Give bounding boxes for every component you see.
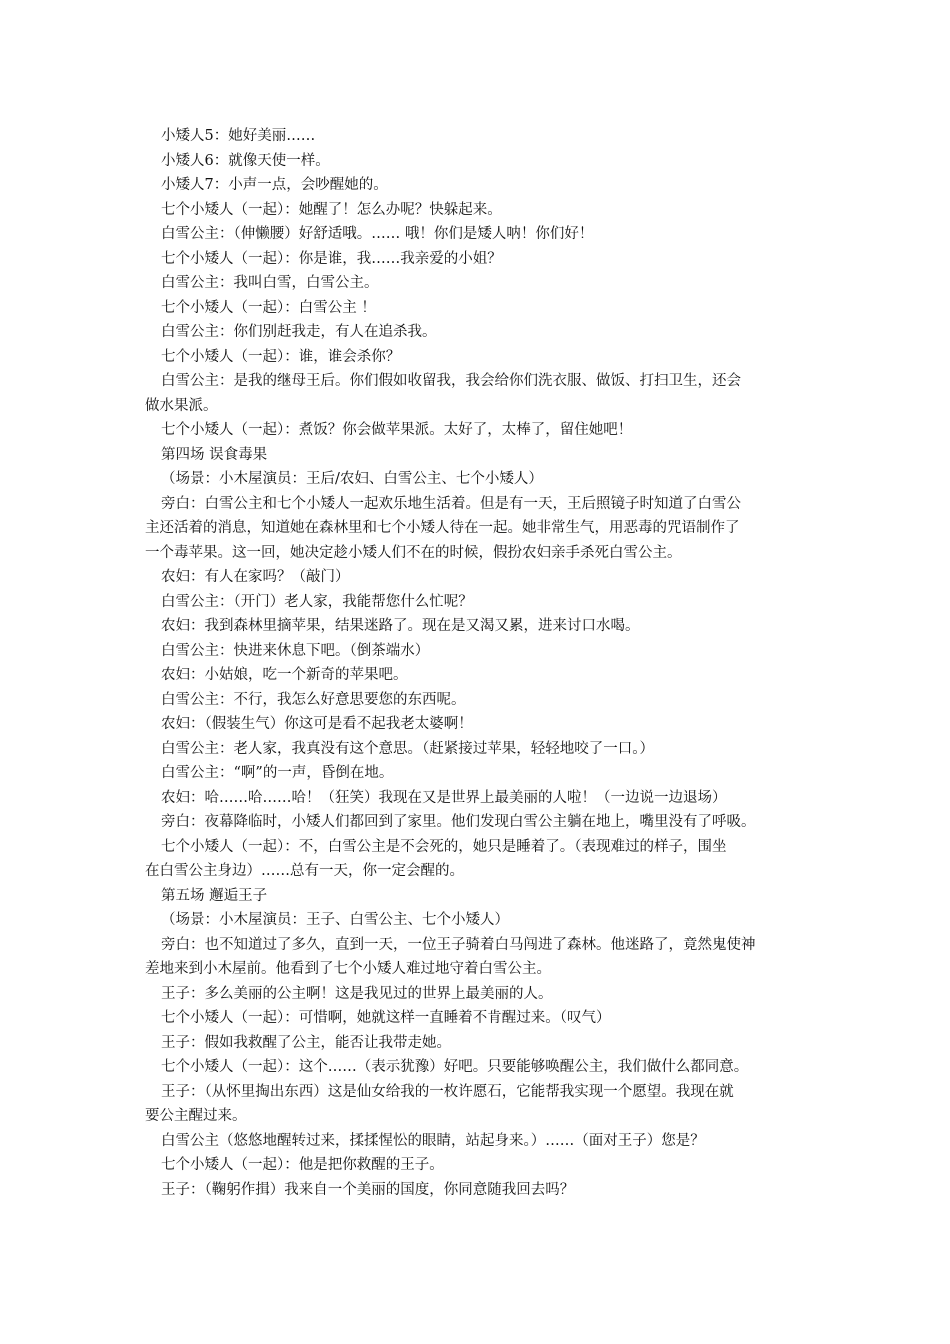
text-line: 在白雪公主身边）……总有一天，你一定会醒的。 xyxy=(145,863,464,879)
text-line: 一个毒苹果。这一回，她决定趁小矮人们不在的时候，假扮农妇亲手杀死白雪公主。 xyxy=(145,544,682,561)
text-line: 白雪公主：你们别赶我走，有人在追杀我。 xyxy=(161,324,437,340)
text-line: （场景：小木屋演员：王后/农妇、白雪公主、七个小矮人） xyxy=(161,471,543,487)
text-line: 七个小矮人（一起）：这个……（表示犹豫）好吧。只要能够唤醒公主，我们做什么都同意。 xyxy=(161,1059,749,1075)
text-line: 差地来到小木屋前。他看到了七个小矮人难过地守着白雪公主。 xyxy=(145,961,551,977)
text-line: 第五场 邂逅王子 xyxy=(161,887,268,904)
text-line: 白雪公主：不行，我怎么好意思要您的东西呢。 xyxy=(161,691,466,708)
text-line: 王子：多么美丽的公主啊！这是我见过的世界上最美丽的人。 xyxy=(161,985,553,1002)
text-line: 王子：假如我救醒了公主，能否让我带走她。 xyxy=(161,1034,451,1051)
text-line: 七个小矮人（一起）：白雪公主 ！ xyxy=(161,299,376,316)
text-line: 白雪公主：是我的继母王后。你们假如收留我，我会给你们洗衣服、做饭、打扫卫生，还会 xyxy=(161,373,741,389)
text-line: 农妇：我到森林里摘苹果，结果迷路了。现在是又渴又累，进来讨口水喝。 xyxy=(161,618,640,634)
text-line: 七个小矮人（一起）：不，白雪公主是不会死的，她只是睡着了。（表现难过的样子，围坐 xyxy=(161,838,727,855)
text-line: 要公主醒过来。 xyxy=(145,1108,247,1124)
text-line: （场景：小木屋演员：王子、白雪公主、七个小矮人） xyxy=(161,912,509,928)
text-line: 七个小矮人（一起）：可惜啊，她就这样一直睡着不肯醒过来。（叹气） xyxy=(161,1010,611,1026)
text-line: 王子：（鞠躬作揖）我来自一个美丽的国度，你同意随我回去吗？ xyxy=(161,1181,575,1198)
text-line: 七个小矮人（一起）：谁，谁会杀你？ xyxy=(161,348,401,365)
text-line: 第四场 误食毒果 xyxy=(161,446,268,463)
text-line: 小矮人7：小声一点，会吵醒她的。 xyxy=(161,177,388,193)
text-line: 小矮人5：她好美丽…… xyxy=(161,128,316,144)
text-line: 白雪公主：老人家，我真没有这个意思。（赶紧接过苹果，轻轻地咬了一口。） xyxy=(161,740,654,757)
text-line: 白雪公主：（伸懒腰）好舒适哦。…… 哦！你们是矮人呐！你们好！ xyxy=(161,226,594,242)
text-line: 农妇：有人在家吗？（敲门） xyxy=(161,569,350,585)
text-line: 小矮人6：就像天使一样。 xyxy=(161,152,330,169)
text-line: 农妇：小姑娘，吃一个新奇的苹果吧。 xyxy=(161,667,408,683)
text-line: 七个小矮人（一起）：煮饭？你会做苹果派。太好了，太棒了，留住她吧！ xyxy=(161,422,633,438)
text-line: 白雪公主：“啊”的一声，昏倒在地。 xyxy=(161,765,394,781)
text-line: 旁白：白雪公主和七个小矮人一起欢乐地生活着。但是有一天，王后照镜子时知道了白雪公 xyxy=(161,495,741,512)
document-page xyxy=(145,124,817,1202)
text-line: 白雪公主：快进来休息下吧。（倒茶端水） xyxy=(161,642,430,659)
text-line: 旁白：夜幕降临时，小矮人们都回到了家里。他们发现白雪公主躺在地上，嘴里没有了呼吸。 xyxy=(161,814,756,830)
text-line: 农妇：（假装生气）你这可是看不起我老太婆啊！ xyxy=(161,716,473,732)
text-line: 七个小矮人（一起）：你是谁，我……我亲爱的小姐？ xyxy=(161,250,502,267)
text-line: 七个小矮人（一起）：她醒了！怎么办呢？快躲起来。 xyxy=(161,201,502,218)
text-line: 白雪公主：（开门）老人家，我能帮您什么忙呢？ xyxy=(161,593,473,610)
text-line: 七个小矮人（一起）：他是把你救醒的王子。 xyxy=(161,1157,444,1173)
text-line: 白雪公主：我叫白雪，白雪公主。 xyxy=(161,275,379,291)
text-line: 做水果派。 xyxy=(145,397,218,414)
text-line: 旁白：也不知道过了多久，直到一天，一位王子骑着白马闯进了森林。他迷路了，竟然鬼使神 xyxy=(161,936,756,953)
text-line: 主还活着的消息，知道她在森林里和七个小矮人待在一起。她非常生气，用恶毒的咒语制作了 xyxy=(145,520,740,536)
text-line: 王子：（从怀里掏出东西）这是仙女给我的一枚许愿石，它能帮我实现一个愿望。我现在就 xyxy=(161,1083,734,1100)
text-line: 白雪公主（悠悠地醒转过来，揉揉惺忪的眼睛，站起身来。）……（面对王子）您是？ xyxy=(161,1132,705,1149)
text-line: 农妇：哈……哈……哈！（狂笑）我现在又是世界上最美丽的人啦！（一边说一边退场） xyxy=(161,789,727,806)
